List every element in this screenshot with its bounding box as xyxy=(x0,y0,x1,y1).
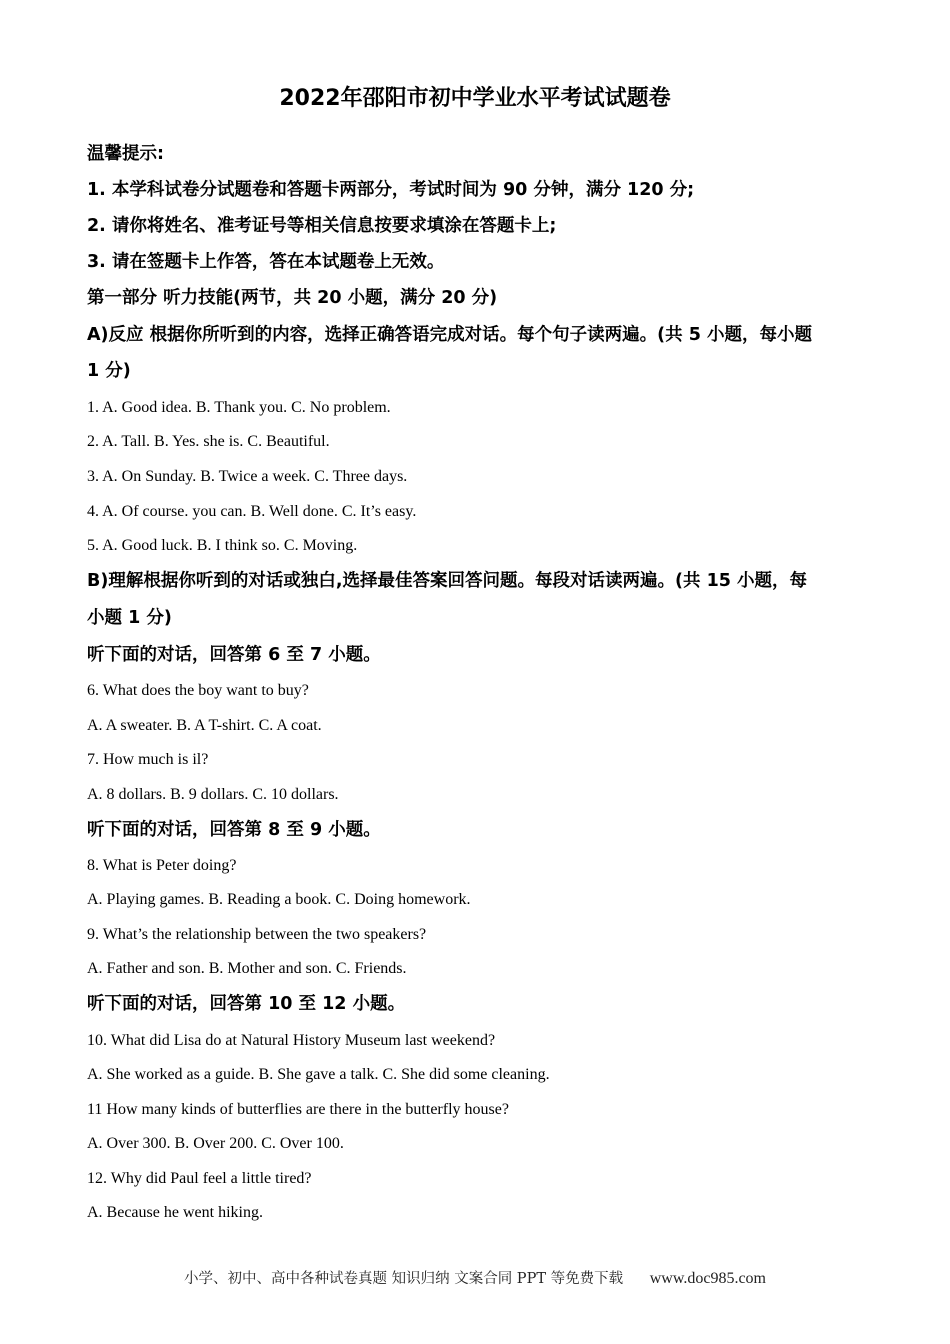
tip-2: 2. 请你将姓名、准考证号等相关信息按要求填涂在答题卡上; xyxy=(87,216,557,236)
footer-text: 小学、初中、高中各种试卷真题 知识归纳 文案合同 PPT 等免费下载 xyxy=(183,1271,624,1287)
question-12: 12. Why did Paul feel a little tired? xyxy=(87,1170,312,1187)
question-3: 3. A. On Sunday. B. Twice a week. C. Three days. xyxy=(87,468,408,485)
tip-1: 1. 本学科试卷分试题卷和答题卡两部分，考试时间为 90 分钟，满分 120 分; xyxy=(87,180,695,200)
section-a-instruction-cont: 1 分) xyxy=(87,361,131,381)
question-8-options: A. Playing games. B. Reading a book. C. Doing homework. xyxy=(87,891,471,908)
question-10: 10. What did Lisa do at Natural History Museum last weekend? xyxy=(87,1032,496,1049)
question-7: 7. How much is il? xyxy=(87,751,209,768)
question-2: 2. A. Tall. B. Yes. she is. C. Beautiful. xyxy=(87,433,330,450)
question-11: 11 How many kinds of butterflies are there in the butterfly house? xyxy=(87,1101,509,1118)
question-9: 9. What’s the relationship between the two speakers? xyxy=(87,926,427,943)
question-4: 4. A. Of course. you can. B. Well done. C. It’s easy. xyxy=(87,503,417,520)
question-7-options: A. 8 dollars. B. 9 dollars. C. 10 dollars. xyxy=(87,786,339,803)
footer-url[interactable]: www.doc985.com xyxy=(649,1270,766,1287)
part-one-heading: 第一部分 听力技能(两节，共 20 小题，满分 20 分) xyxy=(87,288,498,308)
question-5: 5. A. Good luck. B. I think so. C. Moving. xyxy=(87,537,358,554)
question-10-options: A. She worked as a guide. B. She gave a talk. C. She did some cleaning. xyxy=(87,1066,550,1083)
section-b-instruction: B)理解根据你听到的对话或独白,选择最佳答案回答问题。每段对话读两遍。(共 15 小题，每 xyxy=(87,571,808,591)
question-1: 1. A. Good idea. B. Thank you. C. No problem. xyxy=(87,399,391,416)
question-9-options: A. Father and son. B. Mother and son. C. Friends. xyxy=(87,960,407,977)
page-title: 2022年邵阳市初中学业水平考试试题卷 xyxy=(279,86,671,111)
page-footer xyxy=(0,1268,950,1290)
section-b-instruction-cont: 小题 1 分) xyxy=(87,608,172,628)
question-12-option-a: A. Because he went hiking. xyxy=(87,1204,263,1221)
question-11-options: A. Over 300. B. Over 200. C. Over 100. xyxy=(87,1135,344,1152)
tip-3: 3. 请在签题卡上作答，答在本试题卷上无效。 xyxy=(87,252,445,272)
question-6-options: A. A sweater. B. A T-shirt. C. A coat. xyxy=(87,717,322,734)
dialogue-heading-10-12: 听下面的对话，回答第 10 至 12 小题。 xyxy=(87,994,406,1014)
dialogue-heading-8-9: 听下面的对话，回答第 8 至 9 小题。 xyxy=(87,820,381,840)
tips-heading: 温馨提示: xyxy=(87,144,164,164)
question-8: 8. What is Peter doing? xyxy=(87,857,237,874)
section-a-instruction: A)反应 根据你所听到的内容，选择正确答语完成对话。每个句子读两遍。(共 5 小题，每小题 xyxy=(87,325,812,345)
dialogue-heading-6-7: 听下面的对话，回答第 6 至 7 小题。 xyxy=(87,645,381,665)
question-6: 6. What does the boy want to buy? xyxy=(87,682,309,699)
